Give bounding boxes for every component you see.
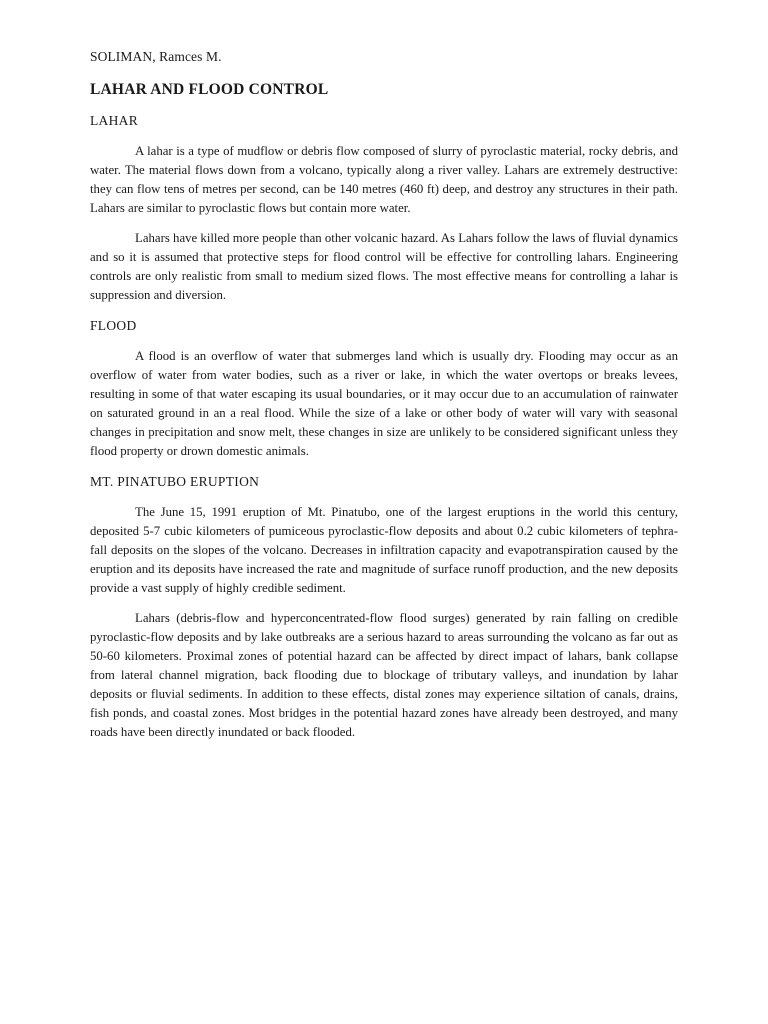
document-title: LAHAR AND FLOOD CONTROL bbox=[90, 81, 329, 98]
paragraph: A lahar is a type of mudflow or debris flow composed of slurry of pyroclastic material, rocky debris, and water. The material flows down from a volcano, typically along a river valley. Lahars are extremely destructive: they can flow tens of metres per second, can be 140 metres (460 ft) deep, and destroy any structures in their path. Lahars are similar to pyroclastic flows but contain more water. bbox=[90, 144, 678, 215]
section-heading-pinatubo: MT. PINATUBO ERUPTION bbox=[90, 474, 260, 489]
author-name: SOLIMAN, Ramces M. bbox=[90, 49, 222, 64]
section-pinatubo bbox=[90, 472, 678, 742]
section-heading-lahar: LAHAR bbox=[90, 113, 138, 128]
paragraph: Lahars have killed more people than other volcanic hazard. As Lahars follow the laws of fluvial dynamics and so it is assumed that protective steps for flood control will be effective for controlling lahars. Engineering controls are only realistic from small to medium sized flows. The most effective means for controlling a lahar is suppression and diversion. bbox=[90, 231, 678, 302]
paragraph: A flood is an overflow of water that submerges land which is usually dry. Flooding may occur as an overflow of water from water bodies, such as a river or lake, in which the water overtops or breaks levees, resulting in some of that water escaping its usual boundaries, or it may occur due to an accumulation of rainwater on saturated ground in an a real flood. While the size of a lake or other body of water will vary with seasonal changes in precipitation and snow melt, these changes in size are unlikely to be considered significant unless they flood property or drown domestic animals. bbox=[90, 349, 678, 458]
section-heading-flood: FLOOD bbox=[90, 318, 137, 333]
document-page bbox=[90, 47, 678, 753]
paragraph: The June 15, 1991 eruption of Mt. Pinatubo, one of the largest eruptions in the world this century, deposited 5-7 cubic kilometers of pumiceous pyroclastic-flow deposits and about 0.2 cubic kilometers of tephra-fall deposits on the slopes of the volcano. Decreases in infiltration capacity and evapotranspiration caused by the eruption and its deposits have increased the rate and magnitude of surface runoff production, and the new deposits provide a vast supply of highly credible sediment. bbox=[90, 505, 678, 595]
paragraph: Lahars (debris-flow and hyperconcentrated-flow flood surges) generated by rain falling on credible pyroclastic-flow deposits and by lake outbreaks are a serious hazard to areas surrounding the volcano as far out as 50-60 kilometers. Proximal zones of potential hazard can be affected by direct impact of lahars, bank collapse from lateral channel migration, back flooding due to blockage of tributary valleys, and inundation by lahar deposits or fluvial sediments. In addition to these effects, distal zones may experience siltation of canals, drains, fish ponds, and coastal zones. Most bridges in the potential hazard zones have already been destroyed, and many roads have been directly inundated or back flooded. bbox=[90, 611, 678, 739]
section-flood bbox=[90, 316, 678, 461]
section-lahar bbox=[90, 111, 678, 305]
